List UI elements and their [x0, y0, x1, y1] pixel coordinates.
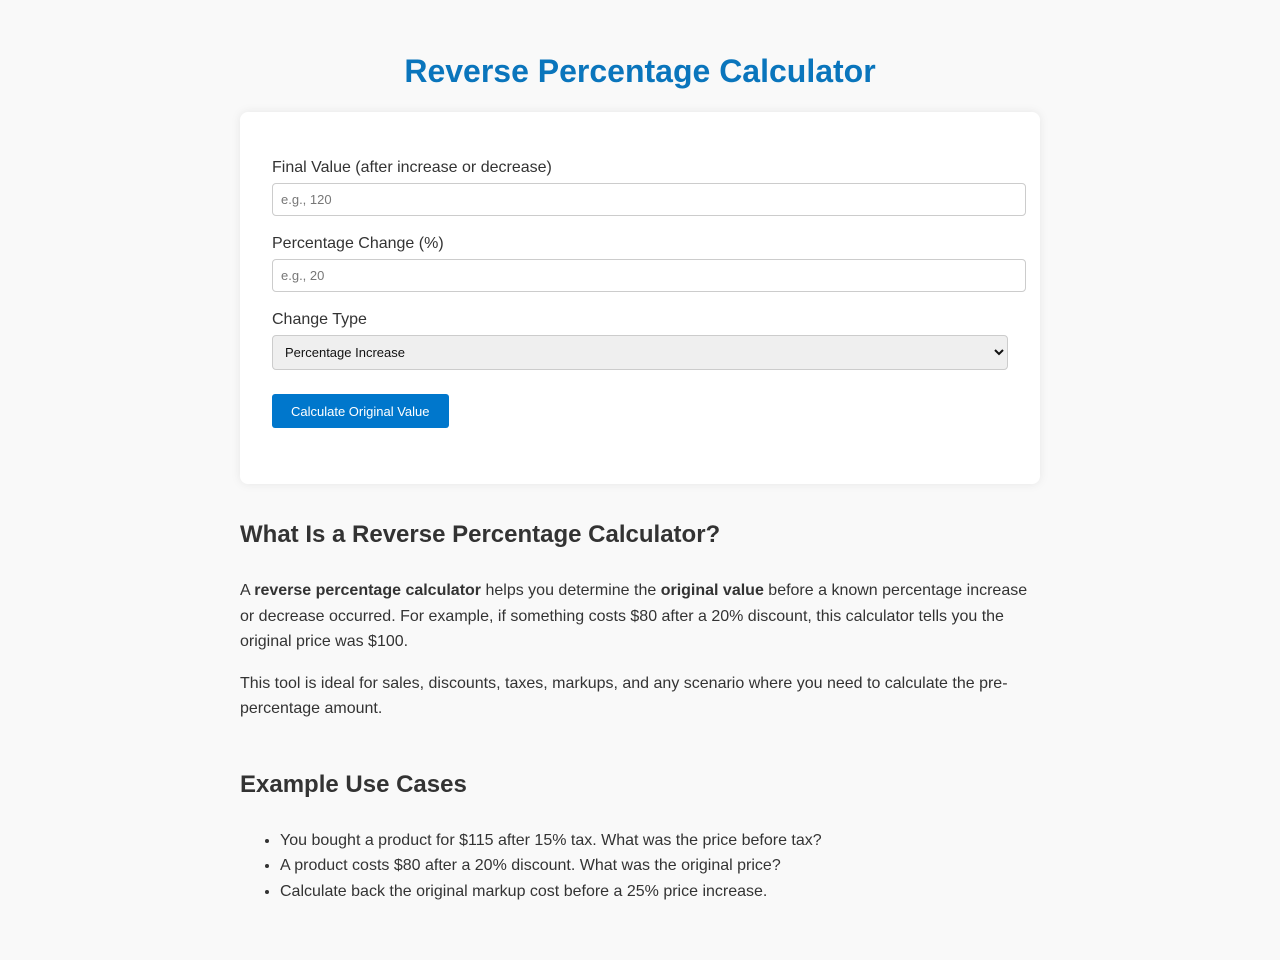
final-value-label: Final Value (after increase or decrease) [272, 159, 552, 176]
info-paragraph-2: This tool is ideal for sales, discounts, taxes, markups, and any scenario where you need to calculate the pre-percentage amount. [240, 674, 1008, 717]
percentage-change-field [272, 234, 1026, 292]
examples-list [240, 828, 1040, 905]
calculator-card [240, 112, 1040, 484]
info-paragraph-1 [240, 578, 1040, 655]
percentage-change-input[interactable] [272, 259, 1026, 292]
final-value-field [272, 158, 1026, 216]
percentage-change-label: Percentage Change (%) [272, 235, 444, 252]
change-type-label: Change Type [272, 311, 367, 328]
calculate-original-value-button[interactable]: Calculate Original Value [272, 394, 449, 428]
page-title: Reverse Percentage Calculator [404, 53, 876, 89]
examples-heading: Example Use Cases [240, 770, 467, 798]
info-heading: What Is a Reverse Percentage Calculator? [240, 521, 721, 548]
list-item: • You bought a product for $115 after 15% tax. What was the price before tax? [280, 828, 1040, 854]
info-p1-text-2: helps you determine the [481, 582, 661, 599]
info-p1-bold-2: original value [660, 582, 764, 599]
final-value-input[interactable] [272, 183, 1026, 216]
list-item: • Calculate back the original markup cost before a 25% price increase. [280, 879, 1040, 905]
change-type-select[interactable] [272, 335, 1008, 370]
info-p1-text-1: A [240, 582, 255, 599]
change-type-field [272, 310, 1026, 370]
info-section [240, 520, 1040, 722]
list-item: • A product costs $80 after a 20% discount. What was the original price? [280, 853, 1040, 879]
examples-section [240, 770, 1040, 905]
page [240, 0, 1040, 904]
info-p1-bold-1: reverse percentage calculator [254, 582, 482, 599]
info-p1-text-3: before a known percentage increase or decrease occurred. For example, if something costs $80 after a 20% discount, this calculator tells you the original price was $100. [240, 582, 1028, 650]
